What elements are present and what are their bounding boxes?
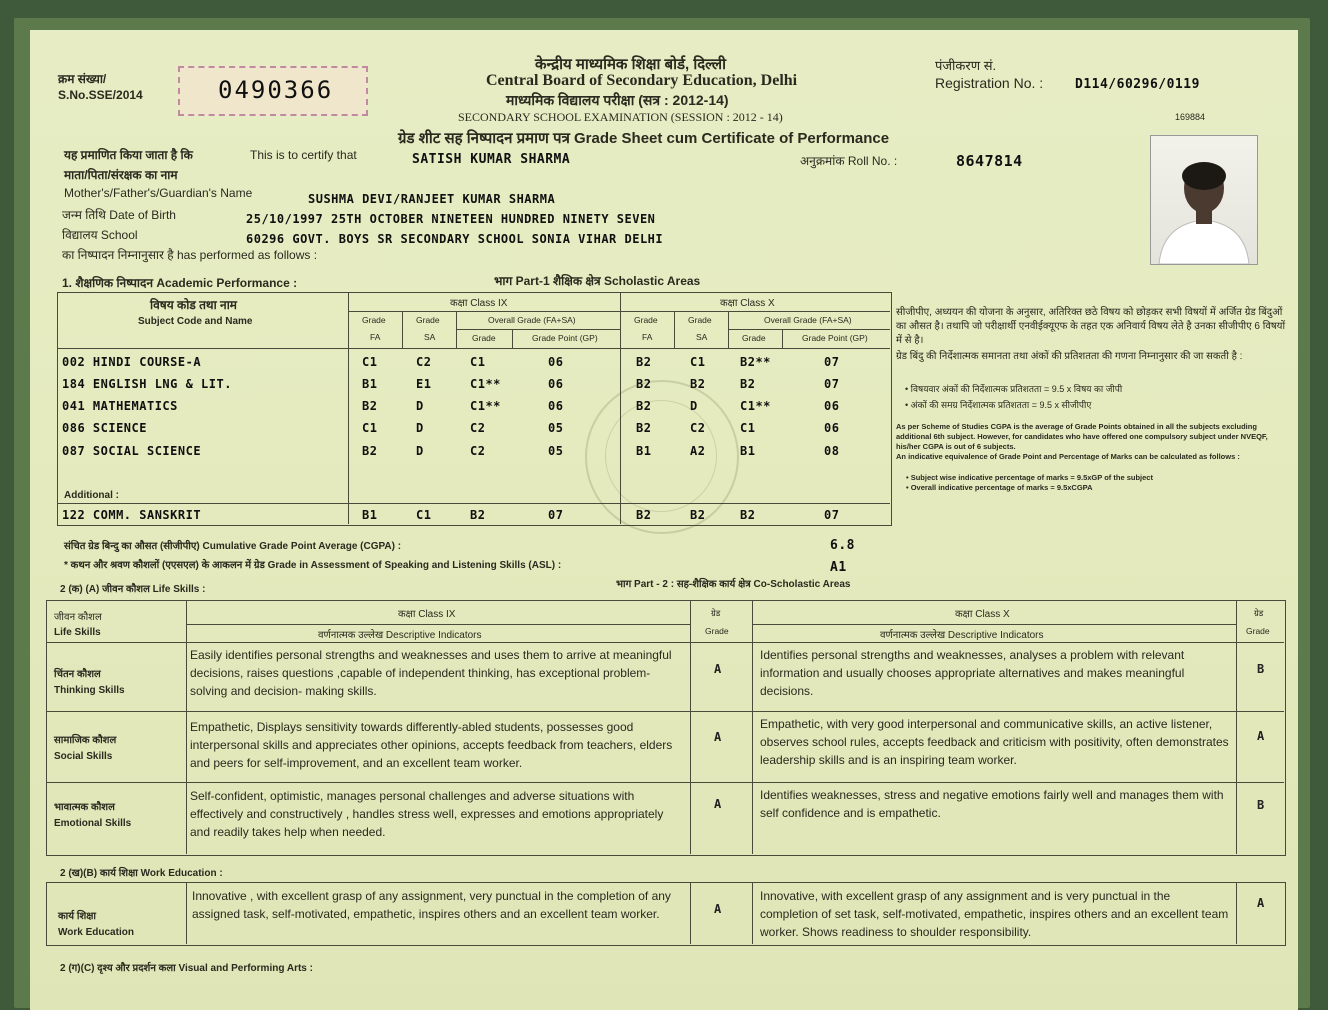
class9-descriptor: Easily identifies personal strengths and weaknesses and uses them to arrive at meaningful decisions, raises questions ,capable of independent thinking, has exceptional problem- solving and decision- making skills. bbox=[190, 648, 672, 698]
g9-label: Grade bbox=[472, 333, 496, 343]
fa10-value: B2 bbox=[636, 377, 652, 391]
work-name: Work Education bbox=[58, 927, 134, 938]
additional-label: Additional : bbox=[64, 490, 119, 501]
grade9-header-hindi: ग्रेड bbox=[711, 608, 721, 618]
gp10-label: Grade Point (GP) bbox=[802, 333, 868, 343]
overall-percentage-note: • Overall indicative percentage of marks = 9.5xCGPA bbox=[906, 483, 1093, 492]
subject-name: 184 ENGLISH LNG & LIT. bbox=[62, 377, 232, 391]
gp9-value: 05 bbox=[548, 444, 564, 458]
dob-label: जन्म तिथि Date of Birth bbox=[62, 208, 176, 222]
class10-descriptor: Empathetic, with very good interpersonal and communicative skills, an active listener, observes school rules, accepts feedback and criticism with positivity, often demonstrates leadership skills and is an inspiring team worker. bbox=[760, 717, 1229, 767]
g9-value: C2 bbox=[470, 421, 486, 435]
board-name-hindi: केन्द्रीय माध्यमिक शिक्षा बोर्ड, दिल्ली bbox=[535, 56, 726, 73]
skill-name-hindi: सामाजिक कौशल bbox=[54, 735, 117, 746]
work-education-title: 2 (ख)(B) कार्य शिक्षा Work Education : bbox=[60, 868, 223, 879]
sa10-value: A2 bbox=[690, 444, 706, 458]
class9-grade: A bbox=[714, 730, 722, 744]
g10-value: B1 bbox=[740, 444, 756, 458]
exam-name: SECONDARY SCHOOL EXAMINATION (SESSION : 2012 - 14) bbox=[458, 110, 783, 124]
descriptive-header-9: वर्णनात्मक उल्लेख Descriptive Indicators bbox=[318, 630, 482, 641]
registration-label: Registration No. : bbox=[935, 75, 1044, 91]
class9-descriptor: Self-confident, optimistic, manages personal challenges and adverse situations with effectively and constructively , handles stress well, expresses and emotions appropriately and readily takes help when needed. bbox=[190, 789, 664, 839]
performed-label: का निष्पादन निम्नानुसार है has performed as follows : bbox=[62, 248, 318, 262]
fa10-value: B2 bbox=[636, 399, 652, 413]
work-name-hindi: कार्य शिक्षा bbox=[58, 911, 96, 922]
subject-name: 122 COMM. SANSKRIT bbox=[62, 508, 202, 522]
equivalence-note-hindi: ग्रेड बिंदु की निर्देशात्मक समानता तथा अंकों की प्रतिशतता की गणना निम्नानुसार की जा सकती है : bbox=[896, 351, 1243, 362]
gp9-value: 07 bbox=[548, 508, 564, 522]
sa10-value: C1 bbox=[690, 355, 706, 369]
gp9-value: 06 bbox=[548, 377, 564, 391]
board-name: Central Board of Secondary Education, Delhi bbox=[486, 72, 798, 89]
serial-label-hindi: क्रम संख्या/ bbox=[58, 72, 107, 86]
g10-label: Grade bbox=[742, 333, 766, 343]
overall-percentage-note-hindi: • अंकों की समग्र निर्देशात्मक प्रतिशतता = 9.5 x सीजीपीए bbox=[905, 400, 1092, 410]
class10-grade: B bbox=[1257, 662, 1265, 676]
visual-arts-title: 2 (ग)(C) दृश्य और प्रदर्शन कला Visual and Performing Arts : bbox=[60, 963, 313, 974]
gp10-value: 06 bbox=[824, 421, 840, 435]
certify-label-hindi: यह प्रमाणित किया जाता है कि bbox=[64, 148, 193, 162]
g9-value: C1 bbox=[470, 355, 486, 369]
overall10-label: Overall Grade (FA+SA) bbox=[764, 315, 852, 325]
student-photo-silhouette bbox=[1151, 136, 1257, 264]
g10-value: B2 bbox=[740, 508, 756, 522]
registration-label-hindi: पंजीकरण सं. bbox=[935, 58, 997, 73]
gp9-value: 05 bbox=[548, 421, 564, 435]
registration-number: D114/60296/0119 bbox=[1075, 77, 1200, 92]
subject-header-hindi: विषय कोड तथा नाम bbox=[150, 298, 237, 312]
class10-descriptor: Identifies weaknesses, stress and negative emotions fairly well and manages them with self confidence and is empathetic. bbox=[760, 788, 1224, 820]
sa10-value: D bbox=[690, 399, 698, 413]
sa9-value: E1 bbox=[416, 377, 432, 391]
gp10-value: 07 bbox=[824, 355, 840, 369]
subject-name: 041 MATHEMATICS bbox=[62, 399, 178, 413]
grade9-header: Grade bbox=[705, 626, 729, 636]
academic-section-title: 1. शैक्षणिक निष्पादन Academic Performance : bbox=[62, 276, 298, 290]
class9-header: कक्षा Class IX bbox=[450, 298, 508, 309]
parent-name: SUSHMA DEVI/RANJEET KUMAR SHARMA bbox=[308, 192, 556, 206]
sa9-value: C2 bbox=[416, 355, 432, 369]
gp10-value: 08 bbox=[824, 444, 840, 458]
cgpa-note: As per Scheme of Studies CGPA is the average of Grade Points obtained in all the subjects excluding additional 6th subject. However, for candidates who have offered one compulsory subject under NVEQF, his/her CGPA is out of 6 subjects. bbox=[896, 422, 1268, 451]
student-name: SATISH KUMAR SHARMA bbox=[412, 152, 571, 167]
roll-label: अनुक्रमांक Roll No. : bbox=[800, 154, 898, 168]
sa10-grade-label: Grade bbox=[688, 315, 712, 325]
asl-value: A1 bbox=[830, 560, 847, 575]
fa10-grade-label: Grade bbox=[634, 315, 658, 325]
sa9-value: D bbox=[416, 444, 424, 458]
sa10-value: B2 bbox=[690, 508, 706, 522]
g9-value: C1** bbox=[470, 377, 501, 391]
cgpa-note-hindi: सीजीपीए, अध्ययन की योजना के अनुसार, अतिरिक्त छठे विषय को छोड़कर सभी विषयों में अर्जित ग्रेड बिंदुओं का औसत है। तथापि जो परीक्षार्थी एनवीईक्यूएफ के तहत एक अनिवार्य विषय लेते है उनका सीजीपीए 6 विषयों में से है। bbox=[896, 307, 1286, 346]
sa10-label: SA bbox=[696, 332, 708, 342]
fa9-value: B1 bbox=[362, 508, 378, 522]
skill-name-hindi: चिंतन कौशल bbox=[54, 669, 101, 680]
subject-name: 002 HINDI COURSE-A bbox=[62, 355, 202, 369]
fa9-value: C1 bbox=[362, 355, 378, 369]
overall9-label: Overall Grade (FA+SA) bbox=[488, 315, 576, 325]
subject-percentage-note-hindi: • विषयवार अंकों की निर्देशात्मक प्रतिशतता = 9.5 x विषय का जीपी bbox=[905, 384, 1123, 394]
sa9-value: D bbox=[416, 399, 424, 413]
gp9-label: Grade Point (GP) bbox=[532, 333, 598, 343]
school-label: विद्यालय School bbox=[62, 228, 138, 242]
class10-header: कक्षा Class X bbox=[720, 298, 775, 309]
life-skills-header: Life Skills bbox=[54, 627, 101, 638]
g9-value: C2 bbox=[470, 444, 486, 458]
g9-value: B2 bbox=[470, 508, 486, 522]
class9-grade: A bbox=[714, 797, 722, 811]
fa9-value: B2 bbox=[362, 399, 378, 413]
fa9-value: C1 bbox=[362, 421, 378, 435]
life-skills-header-hindi: जीवन कौशल bbox=[54, 612, 102, 623]
fa9-label: FA bbox=[370, 332, 381, 342]
date-of-birth: 25/10/1997 25TH OCTOBER NINETEEN HUNDRED NINETY SEVEN bbox=[246, 212, 656, 226]
g10-value: B2 bbox=[740, 377, 756, 391]
class10-grade: A bbox=[1257, 729, 1265, 743]
class10-grade: A bbox=[1257, 896, 1265, 910]
certify-label: This is to certify that bbox=[250, 148, 357, 162]
g9-value: C1** bbox=[470, 399, 501, 413]
class9-descriptor: Empathetic, Displays sensitivity towards differently-abled students, possesses good interpersonal skills and appreciates other opinions, accepts feedback from teachers, elders and peers for self-improvement, and an excellent team worker. bbox=[190, 720, 673, 770]
class10-grade: B bbox=[1257, 798, 1265, 812]
sa10-value: C2 bbox=[690, 421, 706, 435]
roll-number: 8647814 bbox=[956, 152, 1023, 170]
gp9-value: 06 bbox=[548, 355, 564, 369]
subject-header: Subject Code and Name bbox=[138, 316, 253, 327]
fa9-grade-label: Grade bbox=[362, 315, 386, 325]
skill-name: Thinking Skills bbox=[54, 685, 125, 696]
cgpa-label: संचित ग्रेड बिन्दु का औसत (सीजीपीए) Cumulative Grade Point Average (CGPA) : bbox=[64, 541, 402, 552]
sa9-value: C1 bbox=[416, 508, 432, 522]
grade10-header-hindi: ग्रेड bbox=[1254, 608, 1264, 618]
subject-name: 086 SCIENCE bbox=[62, 421, 147, 435]
life-class9-header: कक्षा Class IX bbox=[398, 609, 456, 620]
g10-value: C1 bbox=[740, 421, 756, 435]
student-photo bbox=[1150, 135, 1258, 265]
subject-percentage-note: • Subject wise indicative percentage of marks = 9.5xGP of the subject bbox=[906, 473, 1153, 482]
gp10-value: 07 bbox=[824, 377, 840, 391]
gp9-value: 06 bbox=[548, 399, 564, 413]
sa10-value: B2 bbox=[690, 377, 706, 391]
equivalence-note: An indicative equivalence of Grade Point and Percentage of Marks can be calculated as follows : bbox=[896, 452, 1240, 461]
serial-small: 169884 bbox=[1175, 112, 1206, 122]
g10-value: C1** bbox=[740, 399, 771, 413]
fa9-value: B1 bbox=[362, 377, 378, 391]
fa9-value: B2 bbox=[362, 444, 378, 458]
fa10-label: FA bbox=[642, 332, 653, 342]
fa10-value: B2 bbox=[636, 421, 652, 435]
fa10-value: B1 bbox=[636, 444, 652, 458]
grade10-header: Grade bbox=[1246, 626, 1270, 636]
class10-descriptor: Innovative, with excellent grasp of any assignment and is very punctual in the completion of set task, self-motivated, empathetic, inspires others and an excellent team worker. Shows readiness to shoulder responsibility. bbox=[760, 889, 1229, 939]
coscholastic-part-title: भाग Part - 2 : सह-शैक्षिक कार्य क्षेत्र Co-Scholastic Areas bbox=[616, 579, 851, 590]
class9-descriptor: Innovative , with excellent grasp of any assignment, very punctual in the completion of any assigned task, self-motivated, empathetic, inspires others and an excellent team worker. bbox=[192, 889, 671, 921]
cgpa-value: 6.8 bbox=[830, 538, 855, 553]
skill-name: Emotional Skills bbox=[54, 818, 132, 829]
class9-grade: A bbox=[714, 902, 722, 916]
class10-descriptor: Identifies personal strengths and weaknesses, analyses a problem with relevant information and usually chooses appropriate alternatives and makes meaningful decisions. bbox=[760, 648, 1185, 698]
g10-value: B2** bbox=[740, 355, 771, 369]
exam-name-hindi: माध्यमिक विद्यालय परीक्षा (सत्र : 2012-14) bbox=[506, 92, 729, 108]
sheet-title: ग्रेड शीट सह निष्पादन प्रमाण पत्र Grade Sheet cum Certificate of Performance bbox=[398, 130, 890, 147]
sa9-grade-label: Grade bbox=[416, 315, 440, 325]
serial-label: S.No.SSE/2014 bbox=[58, 88, 143, 102]
gp10-value: 07 bbox=[824, 508, 840, 522]
class9-grade: A bbox=[714, 662, 722, 676]
fa10-value: B2 bbox=[636, 355, 652, 369]
gp10-value: 06 bbox=[824, 399, 840, 413]
fa10-value: B2 bbox=[636, 508, 652, 522]
life-skills-title: 2 (क) (A) जीवन कौशल Life Skills : bbox=[60, 584, 206, 595]
scholastic-part-title: भाग Part-1 शैक्षिक क्षेत्र Scholastic Areas bbox=[494, 274, 701, 288]
school-name: 60296 GOVT. BOYS SR SECONDARY SCHOOL SONIA VIHAR DELHI bbox=[246, 232, 664, 246]
serial-number: 0490366 bbox=[218, 76, 334, 104]
parent-label-hindi: माता/पिता/संरक्षक का नाम bbox=[64, 168, 178, 182]
skill-name-hindi: भावात्मक कौशल bbox=[54, 802, 115, 813]
life-class10-header: कक्षा Class X bbox=[955, 609, 1010, 620]
skill-name: Social Skills bbox=[54, 751, 113, 762]
parent-label: Mother's/Father's/Guardian's Name bbox=[64, 186, 253, 200]
sa9-label: SA bbox=[424, 332, 436, 342]
sa9-value: D bbox=[416, 421, 424, 435]
subject-name: 087 SOCIAL SCIENCE bbox=[62, 444, 202, 458]
asl-label: * कथन और श्रवण कौशलों (एएसएल) के आकलन में ग्रेड Grade in Assessment of Speaking and Listening Skills (ASL) : bbox=[64, 560, 562, 571]
descriptive-header-10: वर्णनात्मक उल्लेख Descriptive Indicators bbox=[880, 630, 1044, 641]
